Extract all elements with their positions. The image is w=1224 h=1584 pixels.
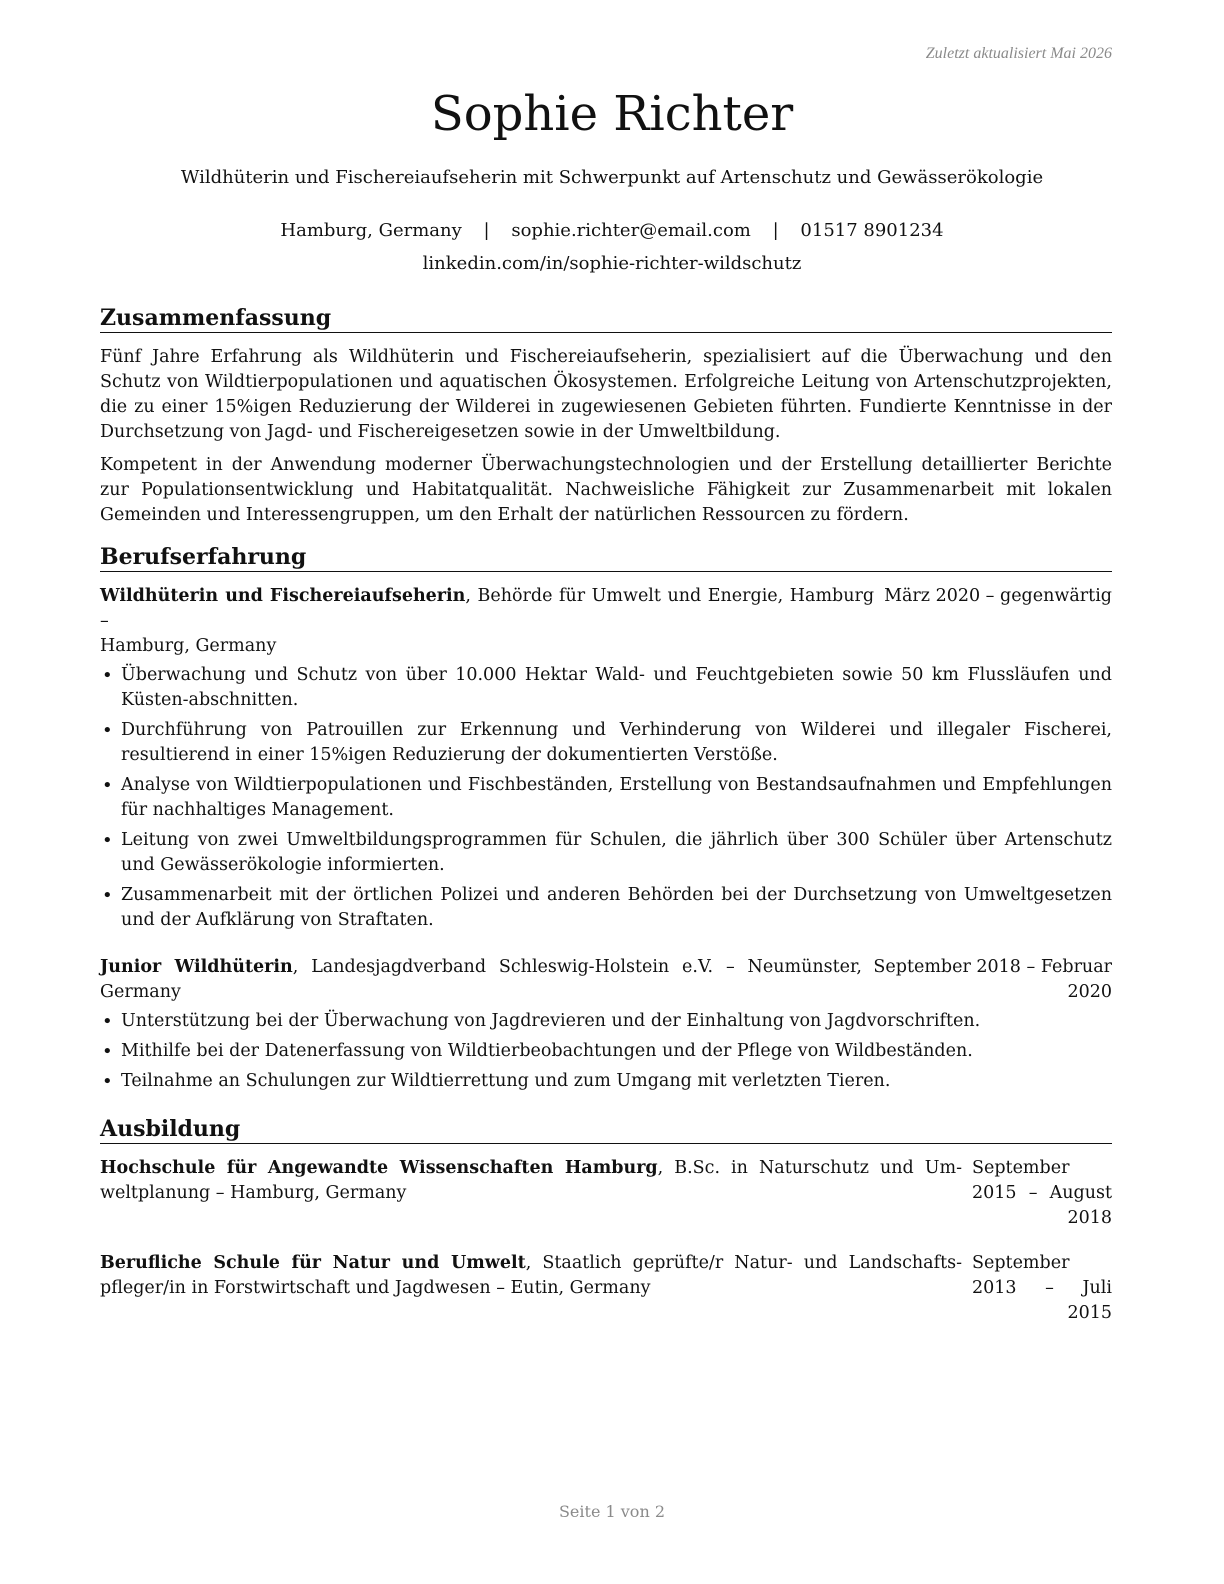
headline: Wildhüterin und Fischereiaufseherin mit Schwerpunkt auf Artenschutz und Gewässerökologie: [180, 167, 1044, 188]
list-item: • Durchführung von Patrouillen zur Erkennung und Verhinderung von Wilderei und illegaler Fischerei, resultierend in einer 15%igen Reduzierung der dokumentierten Verstöße.: [100, 718, 1112, 768]
contact-location: Hamburg, Germany: [280, 220, 462, 241]
education-title-line: [100, 1156, 962, 1206]
job-role: Wildhüterin und Fischereiaufseherin: [100, 586, 466, 606]
education-detail: , B.Sc. in Naturschutz und Um-weltplanung – Hamburg, Germany: [100, 1158, 962, 1203]
job-entry: [100, 955, 1112, 1094]
contact-linkedin-link[interactable]: linkedin.com/in/sophie-richter-wildschutz: [422, 253, 802, 274]
education-section: [100, 1116, 1112, 1326]
job-entry: [100, 584, 1112, 933]
job-bullet-list: [100, 1009, 1112, 1094]
list-item: • Überwachung und Schutz von über 10.000 Hektar Wald- und Feuchtgebieten sowie 50 km Flussläufen und Küsten-abschnitten.: [100, 663, 1112, 713]
list-item: • Teilnahme an Schulungen zur Wildtierrettung und zum Umgang mit verletzten Tieren.: [100, 1069, 1112, 1094]
summary-section: [100, 305, 1112, 528]
list-item: • Zusammenarbeit mit der örtlichen Polizei und anderen Behörden bei der Durchsetzung von Umweltgesetzen und der Aufklärung von Straftaten.: [100, 883, 1112, 933]
list-item: • Leitung von zwei Umweltbildungsprogrammen für Schulen, die jährlich über 300 Schüler über Artenschutz und Gewässerökologie informierten.: [100, 828, 1112, 878]
job-organization: , Landesjagdverband Schleswig-Holstein e.V. – Neumünster, Germany: [100, 957, 862, 1002]
summary-paragraph: Kompetent in der Anwendung moderner Überwachungstechnologien und der Erstellung detaillierter Berichte zur Populationsentwicklung und Habitatqualität. Nachweisliche Fähigkeit zur Zusammenarbeit mit lokalen Gemeinden und Interessengruppen, um den Erhalt der natürlichen Ressourcen zu fördern.: [100, 455, 1112, 525]
contact-email-link[interactable]: sophie.richter@email.com: [511, 220, 751, 241]
experience-section: [100, 544, 1112, 1094]
job-header: [100, 955, 1112, 1005]
contact-separator: |: [772, 220, 779, 241]
summary-paragraph: Fünf Jahre Erfahrung als Wildhüterin und Fischereiaufseherin, spezialisiert auf die Überwachung und den Schutz von Wildtierpopulationen und aquatischen Ökosystemen. Erfolgreiche Leitung von Artenschutzprojekten, die zu einer 15%igen Reduzierung der Wilderei in zugewiesenen Gebieten führten. Fundierte Kenntnisse in der Durchsetzung von Jagd- und Fischereigesetzen sowie in der Umweltbildung.: [100, 347, 1112, 442]
job-title-line: [100, 584, 874, 634]
job-bullet-list: [100, 663, 1112, 933]
page-number: Seite 1 von 2: [558, 1502, 666, 1521]
education-dates: September 2013 – Juli 2015: [972, 1253, 1112, 1323]
education-entry: [100, 1251, 1112, 1326]
job-dates: September 2018 – Februar 2020: [873, 957, 1112, 1002]
education-detail: , Staatlich geprüfte/r Natur- und Landschafts-pfleger/in in Forstwirtschaft und Jagdwesen – Eutin, Germany: [100, 1253, 963, 1298]
education-school: Berufliche Schule für Natur und Umwelt: [100, 1253, 526, 1273]
job-dates: März 2020 – gegenwärtig: [884, 586, 1112, 606]
resume-body: [100, 305, 1112, 1346]
last-updated-note: Zuletzt aktualisiert Mai 2026: [925, 45, 1112, 62]
job-title-line: [100, 955, 862, 1005]
job-location: Hamburg, Germany: [100, 636, 277, 656]
education-entry: [100, 1156, 1112, 1231]
contact-separator: |: [483, 220, 490, 241]
contact-phone: 01517 8901234: [800, 220, 944, 241]
job-role: Junior Wildhüterin: [100, 957, 293, 977]
education-dates: September 2015 – August 2018: [972, 1158, 1112, 1228]
list-item: • Analyse von Wildtierpopulationen und Fischbeständen, Erstellung von Bestandsaufnahmen und Empfehlungen für nachhaltiges Management.: [100, 773, 1112, 823]
contact-line: [0, 220, 1224, 241]
job-header: [100, 584, 1112, 634]
candidate-name: Sophie Richter: [430, 86, 794, 142]
section-title-education: Ausbildung: [100, 1116, 1112, 1144]
education-title-line: [100, 1251, 962, 1301]
job-organization: , Behörde für Umwelt und Energie, Hamburg –: [100, 586, 875, 631]
education-school: Hochschule für Angewandte Wissenschaften Hamburg: [100, 1158, 658, 1178]
section-title-experience: Berufserfahrung: [100, 544, 1112, 572]
list-item: • Mithilfe bei der Datenerfassung von Wildtierbeobachtungen und der Pflege von Wildbeständen.: [100, 1039, 1112, 1064]
section-title-summary: Zusammenfassung: [100, 305, 1112, 333]
list-item: • Unterstützung bei der Überwachung von Jagdrevieren und der Einhaltung von Jagdvorschriften.: [100, 1009, 1112, 1034]
